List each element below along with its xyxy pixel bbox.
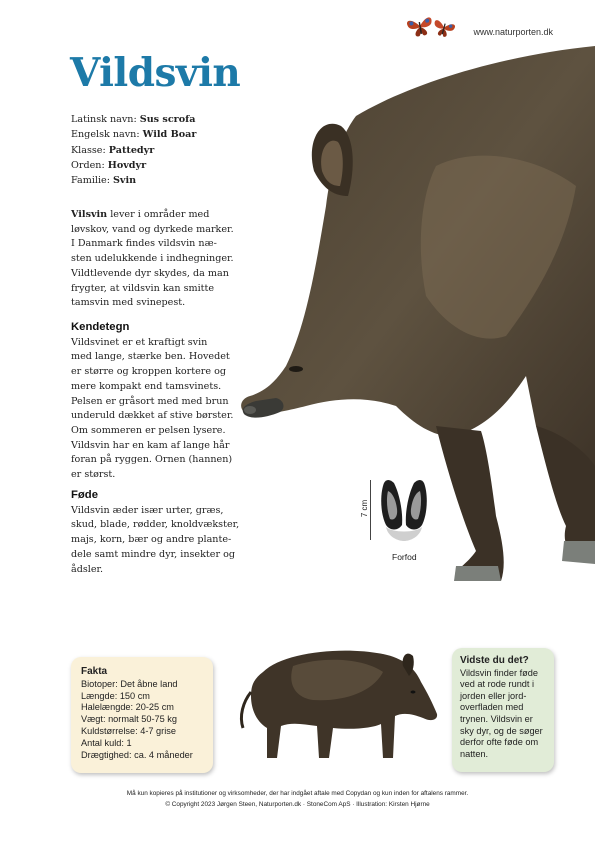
kendetegn-section: Kendetegn Vildsvinet er et kraftigt svin med lange, stærke ben. Hovedet er større og kroppen kortere og mere kompakt end tamsvinets. Pelsen er gråsort med med brun underuld dækket af stive børster. Om sommeren er pelsen lysere. Vildsvin har en kam af lange hår foran på ryggen. Ornen (hannen) er størst. [71,320,271,483]
fact-row: Engelsk navn: Wild Boar [71,129,197,141]
taxonomy-facts [71,112,196,188]
vidste-heading: Vidste du det? [460,655,529,666]
foede-section: Føde Vildsvin æder især urter, græs, skud, blade, rødder, knoldvækster, majs, korn, bær og andre plante- dele samt mindre dyr, insekter og ådsler. [71,488,271,577]
vidste-line: jorden eller jord- [460,690,527,701]
butterfly-logo-icon [404,10,462,40]
section-heading: Kendetegn [71,321,130,333]
wild-boar-side-illustration [233,632,438,767]
footprint-icon [378,477,430,543]
footprint-label: Forfod [392,552,417,562]
copyright-footer [0,788,595,810]
vidste-line: natten. [460,748,489,759]
fakta-line: Biotoper: Det åbne land [81,678,178,689]
site-url: www.naturporten.dk [473,27,553,37]
vidste-line: overfladen med [460,702,524,713]
fact-row: Latinsk navn: Sus scrofa [71,114,196,125]
vidste-line: sky dyr, og de søger [460,725,543,736]
intro-paragraph: Vilsvin lever i områder med løvskov, vand og dyrkede marker. I Danmark findes vildsvin næ- sten udelukkende i indhegninger. Vildtlevende dyr skydes, da man frygter, at vildsvin kan smitte tamsvin med svinepest. [71,209,234,309]
fakta-line: Halelængde: 20-25 cm [81,702,174,713]
fakta-line: Længde: 150 cm [81,690,150,701]
vidste-line: trynen. Vildsvin er [460,713,533,724]
section-heading: Føde [71,489,98,501]
page-title: Vildsvin [70,50,241,96]
vidste-line: derfor ofte føde om [460,737,539,748]
footer-line: © Copyright 2023 Jørgen Steen, Naturporten.dk · StoneCom ApS · Illustration: Kirsten Hjørne [165,801,430,808]
footer-line: Må kun kopieres på institutioner og virksomheder, der har indgået aftale med Copydan og kun inden for aftalens rammer. [126,790,469,797]
vidste-line: Vildsvin finder føde [460,667,538,678]
fact-row: Orden: Hovdyr [71,159,147,171]
scale-bar [370,480,371,540]
scale-label: 7 cm [360,499,370,518]
vidste-du-det-box [452,648,554,772]
fakta-line: Antal kuld: 1 [81,737,132,748]
fakta-line: Kuldstørrelse: 4-7 grise [81,725,176,736]
fakta-box [71,657,213,773]
fact-row: Klasse: Pattedyr [71,144,155,156]
vidste-line: ved at rode rundt i [460,679,535,690]
fact-row: Familie: Svin [71,175,137,187]
fakta-heading: Fakta [81,666,108,677]
fakta-line: Drægtighed: ca. 4 måneder [81,749,193,760]
fakta-line: Vægt: normalt 50-75 kg [81,714,178,725]
